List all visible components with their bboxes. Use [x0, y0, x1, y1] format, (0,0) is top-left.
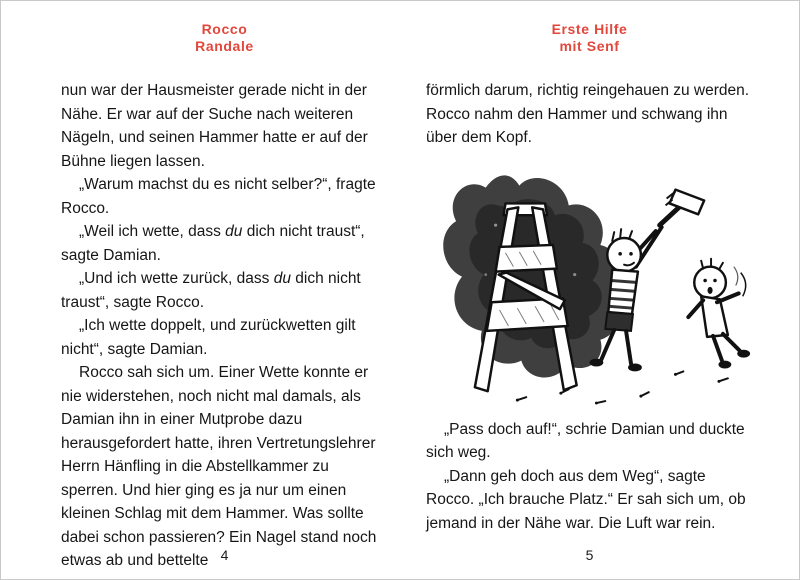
falling-boy-icon [688, 258, 750, 368]
paragraph: „Weil ich wette, dass du dich nicht traust“, sagte Damian. [61, 223, 365, 264]
page-right [400, 1, 799, 579]
paragraph: „Und ich wette zurück, dass du dich nicht traust“, sagte Rocco. [61, 270, 361, 311]
paragraph: „Warum machst du es nicht selber?“, fragte Rocco. [61, 176, 376, 217]
right-running-head [426, 21, 753, 55]
left-running-head-line2: Randale [195, 38, 254, 54]
right-body-text-top [426, 79, 753, 150]
page-left [1, 1, 400, 579]
right-running-head-line1: Erste Hilfe [551, 21, 628, 37]
paragraph: förmlich darum, richtig reingehauen zu werden. Rocco nahm den Hammer und schwang ihn über dem Kopf. [426, 82, 750, 146]
paragraph: „Dann geh doch aus dem Weg“, sagte Rocco. „Ich brauche Platz.“ Er sah sich um, ob jemand in der Nähe war. Die Luft war rein. [426, 467, 746, 532]
left-page-number: 4 [220, 547, 229, 563]
paragraph: nun war der Hausmeister gerade nicht in der Nähe. Er war auf der Suche nach weiteren Nägeln, und seinen Hammer hatte er auf der Bühne liegen lassen. [61, 82, 368, 170]
right-page-number: 5 [585, 547, 594, 563]
illustration-hammer-scene [426, 156, 753, 408]
right-body-text-bottom [426, 418, 753, 536]
right-running-head-line2: mit Senf [559, 38, 620, 54]
paragraph: „Ich wette doppelt, und zurückwetten gilt nicht“, sagte Damian. [61, 317, 356, 358]
paragraph: „Pass doch auf!“, schrie Damian und duckte sich weg. [426, 420, 745, 461]
left-running-head [61, 21, 388, 55]
left-running-head-line1: Rocco [201, 21, 248, 37]
left-body-text [61, 79, 388, 573]
illustration-svg [426, 156, 753, 408]
paragraph: Rocco sah sich um. Einer Wette konnte er nie widerstehen, noch nicht mal damals, als Damian ihn in einer Mutprobe dazu herausgefordert hatte, ihren Vertretungslehrer Herrn Hänfling in die Abstellkammer zu sperren. Und hier ging es ja nur um einen kleinen Schlag mit dem Hammer. Was sollte dabei schon passieren? Ein Nagel stand noch etwas ab und bettelte [61, 364, 377, 569]
